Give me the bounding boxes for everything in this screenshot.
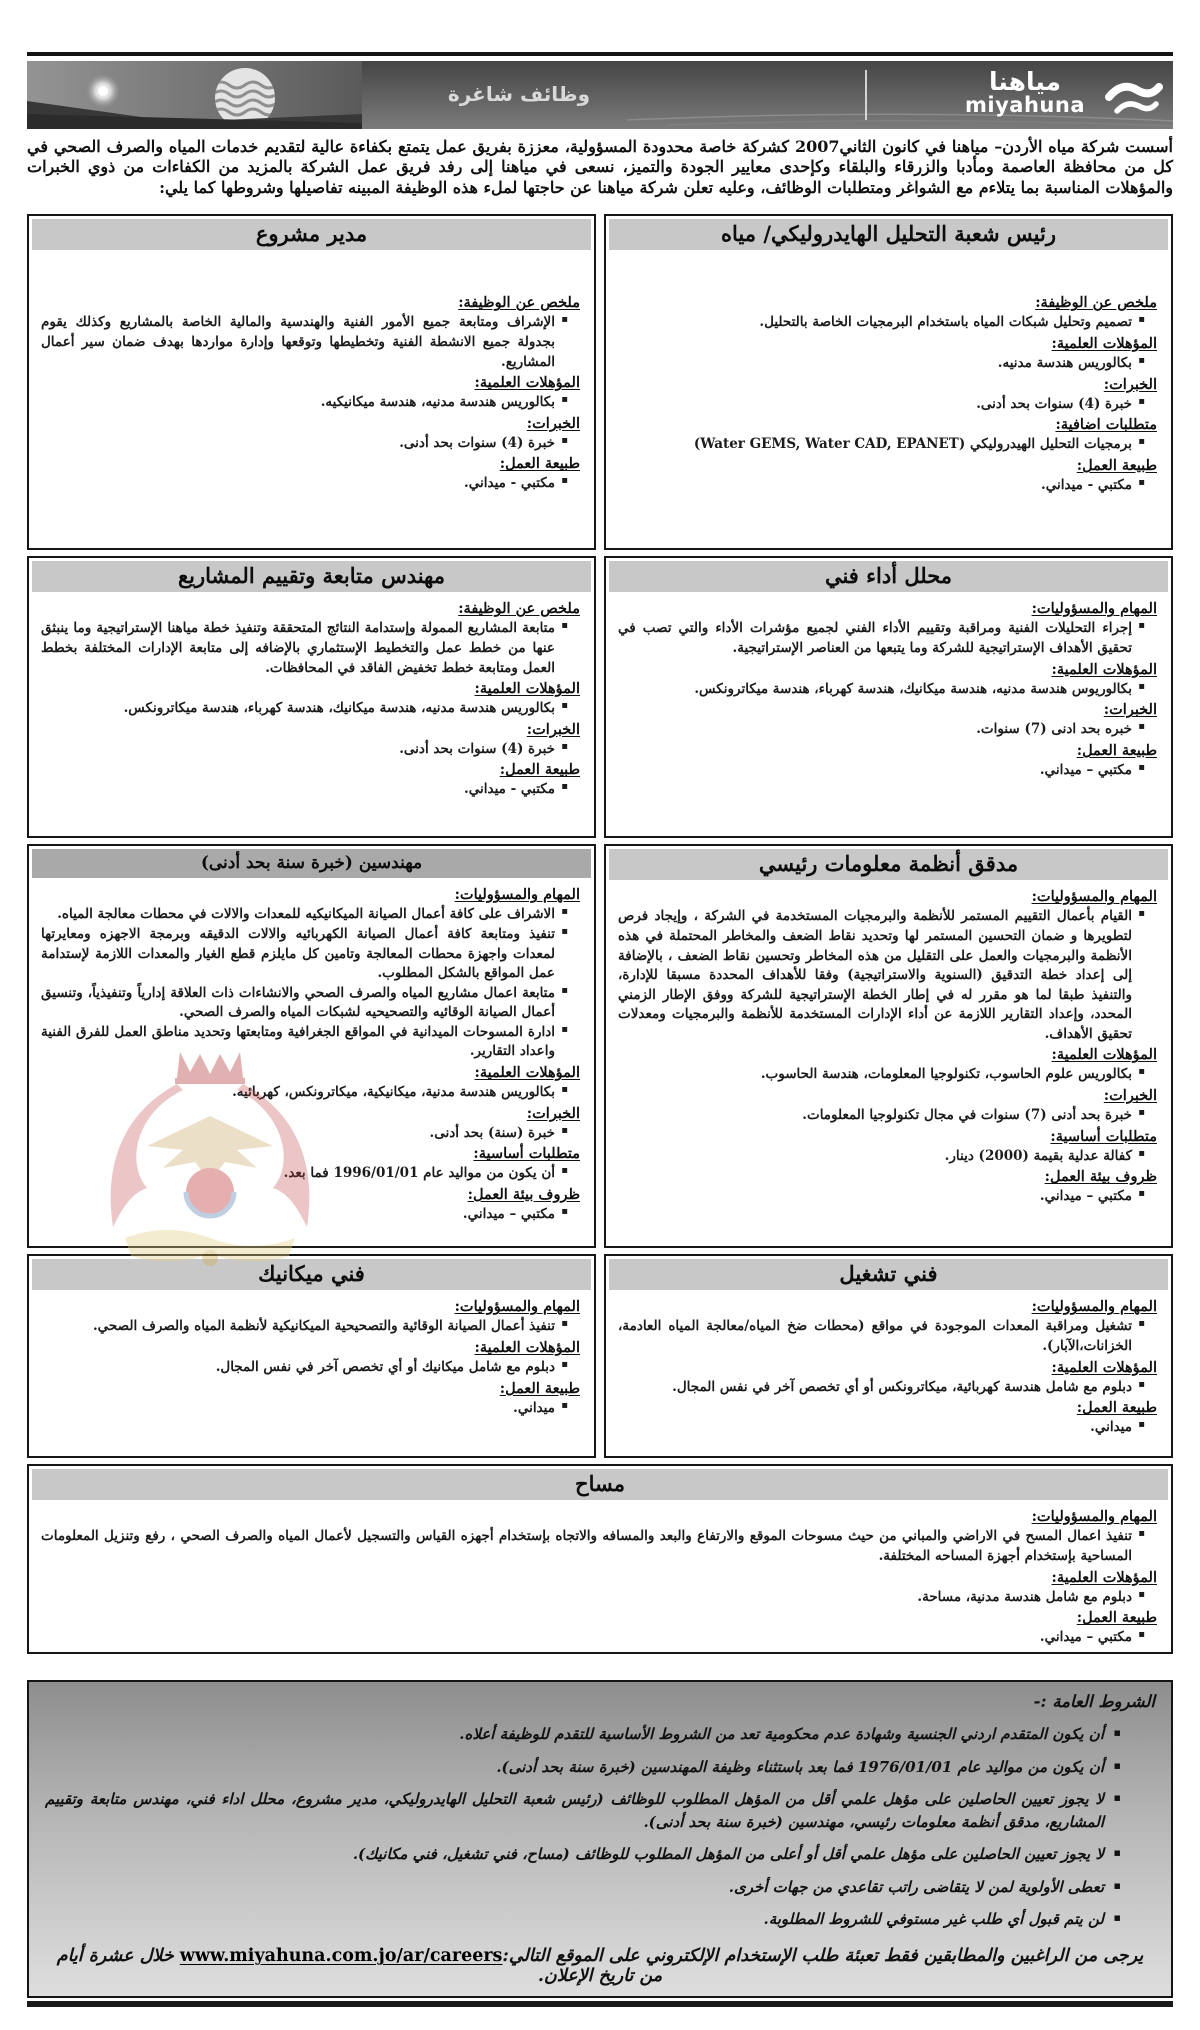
- job-body: [606, 592, 1171, 786]
- section-list: [41, 474, 580, 494]
- section-list: [618, 395, 1157, 415]
- section-list: [41, 1358, 580, 1378]
- section-item: ▪ بكالوريس هندسة مدنيه.: [618, 354, 1145, 374]
- job-body: [606, 1290, 1171, 1443]
- section-heading: طبيعة العمل:: [499, 455, 580, 473]
- job-box: [27, 1464, 1173, 1654]
- job-box: [604, 556, 1173, 838]
- section-heading: المؤهلات العلمية:: [1051, 334, 1157, 352]
- brand-name-latin: miyahuna: [965, 92, 1085, 117]
- section-item: ▪ متابعة المشاريع الممولة وإستدامة النتائج المتحققة وتنفيذ خطة مياهنا الإستراتيجية وما ينبثق عنها من خطط عمل والتخطيط الإستثماري بالإضافه إلى متابعة الإدارات المختلفة بخطط العمل ومتابعة خطط تخفيض الفاقد في المحافظات.: [41, 619, 568, 678]
- section-item: ▪ تنفيذ ومتابعة كافة أعمال الصيانة الكهربائيه والالات الدقيقه وبرمجة الاجهزه ومعايرتها لمعدات واجهزة محطات المعالجة وتامين كل مايلزم قطع الغيار والمعدات اللازمة لإستدامة عمل المواقع بالشكل المطلوب.: [41, 925, 568, 984]
- section-heading: المهام والمسؤوليات:: [454, 1298, 580, 1316]
- section-item: ▪ خبره بحد ادنى (7) سنوات.: [618, 720, 1145, 740]
- section-heading: الخبرات:: [526, 1104, 580, 1122]
- section-heading: الخبرات:: [526, 414, 580, 432]
- section-list: [41, 1628, 1157, 1648]
- job-title: مهندسين (خبرة سنة بحد أدنى): [32, 849, 591, 878]
- job-title: فني ميكانيك: [32, 1259, 591, 1290]
- section-heading: الخبرات:: [1103, 1086, 1157, 1104]
- section-list: [618, 1106, 1157, 1126]
- section-item: ▪ الإشراف ومتابعة جميع الأمور الفنية والهندسية والمالية الخاصة بالمشاريع وكذلك يقوم بجدولة جميع الانشطة الفنية وتخطيطها وتوقعها وإدارة مواردها بهدف ضمان سير أعمال المشاريع.: [41, 313, 568, 372]
- job-title: مدير مشروع: [32, 219, 591, 250]
- section-list: [41, 780, 580, 800]
- application-deadline-text: خلال عشرة أيام من تاريخ الإعلان.: [56, 1946, 663, 1987]
- section-heading: طبيعة العمل:: [499, 761, 580, 779]
- section-list: [618, 720, 1157, 740]
- brand-name-arabic: مياهنا: [989, 67, 1062, 96]
- section-heading: المهام والمسؤوليات:: [1031, 888, 1157, 906]
- section-list: [41, 313, 580, 372]
- section-heading: المهام والمسؤوليات:: [454, 886, 580, 904]
- section-heading: ظروف بيئة العمل:: [1044, 1168, 1157, 1186]
- section-item: ▪ دبلوم مع شامل هندسة مدنية، مساحة.: [41, 1588, 1145, 1608]
- section-heading: المؤهلات العلمية:: [1051, 1046, 1157, 1064]
- section-list: [618, 1418, 1157, 1438]
- careers-url-link[interactable]: www.miyahuna.com.jo/ar/careers: [179, 1946, 503, 1967]
- section-list: [41, 905, 580, 1062]
- section-heading: ملخص عن الوظيفة:: [1035, 294, 1157, 312]
- job-box: [27, 844, 596, 1248]
- section-heading: الخبرات:: [526, 720, 580, 738]
- job-box: [27, 214, 596, 550]
- vacancies-banner-title: وظائف شاغرة: [447, 82, 591, 106]
- section-item: ▪ برمجيات التحليل الهيدروليكي (Water GEMS, Water CAD, EPANET): [618, 435, 1145, 455]
- section-list: [618, 313, 1157, 333]
- condition-item: ▪ تعطى الأولوية لمن لا يتقاضى راتب تقاعدي من جهات أخرى.: [45, 1876, 1121, 1899]
- section-item: ▪ مكتبي – ميداني.: [41, 1205, 568, 1225]
- general-conditions-title: الشروط العامة :-: [1033, 1692, 1155, 1712]
- section-list: [618, 1378, 1157, 1398]
- section-heading: طبيعة العمل:: [499, 1379, 580, 1397]
- job-announcement-page: [27, 0, 1173, 2007]
- condition-item: ▪ لا يجوز تعيين الحاصلين على مؤهل علمي أقل من المؤهل المطلوب للوظائف (رئيس شعبة التحليل الهايدروليكي، مدير مشروع، محلل اداء فني، مهندس متابعة وتقييم المشاريع، مدقق أنظمة معلومات رئيسي، مهندسين (خبرة سنة بحد أدنى).: [45, 1788, 1121, 1835]
- section-item: ▪ بكالوريس علوم الحاسوب، تكنولوجيا المعلومات، هندسة الحاسوب.: [618, 1065, 1145, 1085]
- section-list: [41, 699, 580, 719]
- bottom-divider: [27, 2001, 1173, 2007]
- section-list: [618, 1187, 1157, 1207]
- section-item: ▪ دبلوم مع شامل ميكانيك أو أي تخصص آخر في نفس المجال.: [41, 1358, 568, 1378]
- job-box: [604, 214, 1173, 550]
- section-list: [618, 907, 1157, 1044]
- wave-logo-icon: [1101, 67, 1167, 123]
- section-list: [41, 1205, 580, 1225]
- job-title: مساح: [32, 1469, 1168, 1500]
- section-heading: طبيعة العمل:: [1076, 456, 1157, 474]
- section-list: [618, 435, 1157, 455]
- section-list: [41, 1164, 580, 1184]
- section-heading: الخبرات:: [1103, 701, 1157, 719]
- application-instructions: [45, 1946, 1155, 1986]
- section-item: ▪ بكالوريس هندسة مدنيه، هندسة ميكانيكيه.: [41, 393, 568, 413]
- header-banner: [27, 61, 1173, 129]
- section-heading: طبيعة العمل:: [1076, 741, 1157, 759]
- condition-item: ▪ لن يتم قبول أي طلب غير مستوفي للشروط المطلوبة.: [45, 1908, 1121, 1931]
- section-item: ▪ خبرة (4) سنوات بحد أدنى.: [41, 434, 568, 454]
- top-divider: [27, 52, 1173, 56]
- section-list: [41, 740, 580, 760]
- section-list: [618, 476, 1157, 496]
- section-list: [41, 1399, 580, 1419]
- section-heading: متطلبات أساسية:: [1050, 1127, 1157, 1145]
- section-heading: ملخص عن الوظيفة:: [458, 600, 580, 618]
- job-box: [604, 844, 1173, 1248]
- section-item: ▪ مكتبي – ميداني.: [618, 1187, 1145, 1207]
- section-list: [41, 434, 580, 454]
- section-list: [618, 680, 1157, 700]
- section-item: ▪ تصميم وتحليل شبكات المياه باستخدام البرمجيات الخاصة بالتحليل.: [618, 313, 1145, 333]
- section-item: ▪ مكتبي – ميداني.: [618, 761, 1145, 781]
- section-item: ▪ خبرة (4) سنوات بحد أدنى.: [618, 395, 1145, 415]
- section-item: ▪ مكتبي - ميداني.: [41, 474, 568, 494]
- condition-item: ▪ لا يجوز تعيين الحاصلين على مؤهل علمي أقل أو أعلى من المؤهل المطلوب للوظائف (مساح، فني تشغيل، فني مكانيك).: [45, 1843, 1121, 1866]
- section-list: [41, 393, 580, 413]
- job-title: محلل أداء فني: [609, 561, 1168, 592]
- section-list: [618, 354, 1157, 374]
- section-item: ▪ مكتبي - ميداني.: [41, 780, 568, 800]
- general-conditions-box: [27, 1680, 1173, 1998]
- section-heading: المؤهلات العلمية:: [1051, 660, 1157, 678]
- section-item: ▪ ميداني.: [618, 1418, 1145, 1438]
- section-heading: ملخص عن الوظيفة:: [458, 294, 580, 312]
- intro-paragraph: أسست شركة مياه الأردن– مياهنا في كانون الثاني2007 كشركة خاصة محدودة المسؤولية، معززة بفريق عمل يتمتع بكفاءة عالية لتقديم خدمات المياه والصرف الصحي في كل من محافظة العاصمة ومأدبا والزرقاء والبلقاء وكإحدى معايير الجودة والتميز، نسعى في مياهنا إلى رفد فريق عمل الشركة بالمزيد من الكفاءات من ذوي الخبرات والمؤهلات المناسبة بما يتلاءم مع الشواغر ومتطلبات الوظائف، وعليه تعلن شركة مياهنا عن حاجتها لملء هذه الوظيفة المبينه تفاصيلها وشروطها كما يلي:: [27, 137, 1174, 197]
- job-title: رئيس شعبة التحليل الهايدروليكي/ مياه: [609, 219, 1168, 250]
- section-list: [618, 1317, 1157, 1356]
- job-box: [27, 1254, 596, 1458]
- job-body: [606, 250, 1171, 501]
- job-body: [29, 878, 594, 1230]
- section-item: ▪ كفالة عدلية بقيمة (2000) دينار.: [618, 1147, 1145, 1167]
- job-body: [29, 1500, 1171, 1653]
- section-item: ▪ أن يكون من مواليد عام 1996/01/01 فما بعد.: [41, 1164, 568, 1184]
- section-list: [41, 1588, 1157, 1608]
- section-list: [618, 1147, 1157, 1167]
- section-item: ▪ متابعة اعمال مشاريع المياه والصرف الصحي والانشاءات ذات العلاقة إدارياً وتنفيذياً، وتنسيق أعمال الصيانة الوقائيه والتصحيحيه لشبكات المياه والصرف الصحي.: [41, 984, 568, 1023]
- job-title: مدقق أنظمة معلومات رئيسي: [609, 849, 1168, 880]
- section-list: [618, 1065, 1157, 1085]
- section-heading: طبيعة العمل:: [1076, 1609, 1157, 1627]
- section-heading: المؤهلات العلمية:: [474, 1338, 580, 1356]
- general-conditions-list: [45, 1723, 1121, 1940]
- section-item: ▪ تنفيذ اعمال المسح في الاراضي والمباني من حيث مسوحات الموقع والارتفاع والبعد والمسافه والاتجاه بإستخدام أجهزه القياس والتسجيل لأعمال المياه والصرف الصحي ، رفع وتنزيل المعلومات المساحية بإستخدام أجهزة المساحه المختلفة.: [41, 1527, 1145, 1566]
- section-heading: المهام والمسؤوليات:: [1031, 1508, 1157, 1526]
- section-item: ▪ إجراء التحليلات الفنية ومراقبة وتقييم الأداء الفني لجميع مؤشرات الأداء والتي تصب في تحقيق الأهداف الإستراتيجية للشركة وما يتبعها من العناصر الإستراتيجية.: [618, 619, 1145, 658]
- section-list: [41, 1124, 580, 1144]
- section-item: ▪ مكتبي - ميداني.: [618, 476, 1145, 496]
- section-item: ▪ مكتبي – ميداني.: [41, 1628, 1145, 1648]
- job-body: [29, 592, 594, 805]
- section-heading: المؤهلات العلمية:: [474, 374, 580, 392]
- section-item: ▪ خبرة (سنة) بحد أدنى.: [41, 1124, 568, 1144]
- condition-item: ▪ أن يكون المتقدم اردني الجنسية وشهادة عدم محكومية تعد من الشروط الأساسية للتقدم للوظيفة أعلاه.: [45, 1723, 1121, 1746]
- condition-item: ▪ أن يكون من مواليد عام 1976/01/01 فما بعد باستثناء وظيفة المهندسين (خبرة سنة بحد أدنى).: [45, 1756, 1121, 1779]
- section-item: ▪ بكالوريوس هندسة مدنيه، هندسة ميكانيك، هندسة كهرباء، هندسة ميكاترونكس.: [618, 680, 1145, 700]
- application-instructions-text: يرجى من الراغبين والمطابقين فقط تعبئة طلب الإستخدام الإلكتروني على الموقع التالي:: [502, 1946, 1144, 1967]
- section-item: ▪ تنفيذ أعمال الصيانة الوقائية والتصحيحية الميكانيكية لأنظمة المياه والصرف الصحي.: [41, 1317, 568, 1337]
- job-body: [29, 250, 594, 499]
- section-item: ▪ خبرة (4) سنوات بحد أدنى.: [41, 740, 568, 760]
- section-heading: المؤهلات العلمية:: [474, 680, 580, 698]
- section-heading: المؤهلات العلمية:: [1051, 1358, 1157, 1376]
- job-title: فني تشغيل: [609, 1259, 1168, 1290]
- section-heading: متطلبات اضافية:: [1055, 416, 1157, 434]
- section-item: ▪ دبلوم مع شامل هندسة كهربائية، ميكاترونكس أو أي تخصص آخر في نفس المجال.: [618, 1378, 1145, 1398]
- job-title: مهندس متابعة وتقييم المشاريع: [32, 561, 591, 592]
- section-item: ▪ القيام بأعمال التقييم المستمر للأنظمة والبرمجيات المستخدمة في الشركة ، وإيجاد فرص لتطويرها و ضمان التحسين المستمر لها وتحديد نقاط الضعف والمخاطر المحتملة في هذه الأنظمة والبرمجيات والعمل على التقليل من هذه المخاطر وتحسين نقاط الضعف ، بالإضافة إلى إعداد خطة التدقيق (السنوية والاستراتيجية) وفقا للأهداف المحددة مسبقا للإدارة، والتنفيذ طبقا لما هو مقرر له في إطار الخطة الإستراتيجية للشركة ووفق الإطار الزمني المحدد، وإعداد التقارير اللازمة عن أداء الإدارات المستخدمة للأنظمة والبرمجيات ومعدلات تحقيق الأهداف.: [618, 907, 1145, 1044]
- job-box: [27, 556, 596, 838]
- section-item: ▪ بكالوريس هندسة مدنيه، هندسة ميكانيك، هندسة كهرباء، هندسة ميكاترونكس.: [41, 699, 568, 719]
- section-heading: ظروف بيئة العمل:: [467, 1185, 580, 1203]
- section-list: [41, 619, 580, 678]
- job-body: [29, 1290, 594, 1424]
- section-heading: طبيعة العمل:: [1076, 1399, 1157, 1417]
- job-body: [606, 880, 1171, 1212]
- section-list: [41, 1317, 580, 1337]
- section-item: ▪ ميداني.: [41, 1399, 568, 1419]
- jobs-grid: [27, 214, 1173, 1654]
- section-item: ▪ ادارة المسوحات الميدانية في المواقع الجغرافية ومتابعتها وتحديد مناطق العمل للفرق الفنية واعداد التقارير.: [41, 1023, 568, 1062]
- section-heading: المؤهلات العلمية:: [1051, 1568, 1157, 1586]
- section-item: ▪ تشغيل ومراقبة المعدات الموجودة في مواقع (محطات ضخ المياه/معالجة المياه العادمة، الخزانات،الآبار).: [618, 1317, 1145, 1356]
- section-list: [618, 619, 1157, 658]
- section-list: [41, 1083, 580, 1103]
- section-heading: الخبرات:: [1103, 375, 1157, 393]
- brand-block: [965, 69, 1085, 116]
- section-heading: المهام والمسؤوليات:: [1031, 1298, 1157, 1316]
- section-item: ▪ خبرة بحد أدنى (7) سنوات في مجال تكنولوجيا المعلومات.: [618, 1106, 1145, 1126]
- section-list: [618, 761, 1157, 781]
- section-heading: متطلبات أساسية:: [473, 1145, 580, 1163]
- section-heading: المهام والمسؤوليات:: [1031, 600, 1157, 618]
- section-item: ▪ الاشراف على كافة أعمال الصيانة الميكانيكيه للمعدات والالات في محطات معالجة المياه.: [41, 905, 568, 925]
- section-heading: المؤهلات العلمية:: [474, 1063, 580, 1081]
- section-list: [41, 1527, 1157, 1566]
- section-item: ▪ بكالوريس هندسة مدنية، ميكانيكية، ميكاترونكس، كهربائيه.: [41, 1083, 568, 1103]
- job-box: [604, 1254, 1173, 1458]
- banner-divider: [865, 70, 867, 120]
